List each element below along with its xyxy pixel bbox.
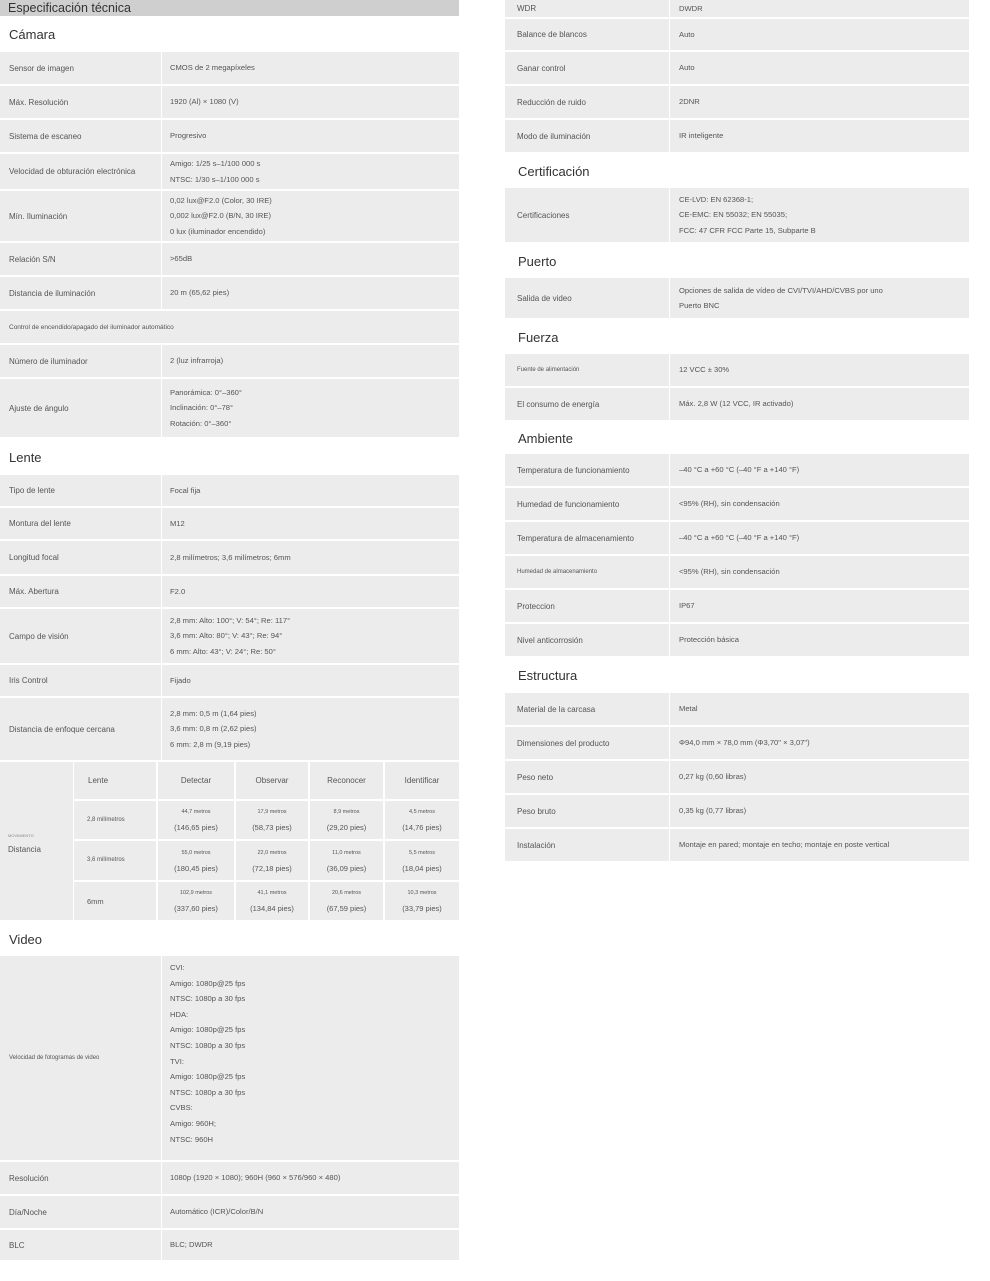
spec-value [670,388,969,420]
spec-row [505,522,969,554]
spec-value-line: Φ94,0 mm × 78,0 mm (Φ3,70" × 3,07") [679,738,810,748]
left-column [0,0,459,1262]
spec-row [0,277,459,309]
spec-row [505,761,969,793]
spec-value-line: Amigo: 1080p@25 fps [170,1072,246,1082]
distance-feet: (134,84 pies) [250,904,294,913]
spec-value-line: Rotación: 0°–360° [170,418,232,428]
spec-value [670,278,969,318]
spec-value [670,829,969,861]
spec-label: Dimensiones del producto [505,727,669,759]
spec-value-line: CE-EMC: EN 55032; EN 55035; [679,210,788,220]
spec-value-line: CVBS: [170,1103,193,1113]
distance-meters: 22,0 metros [257,849,287,856]
spec-value-line: 2,8 mm: Alto: 100°; V: 54°; Re: 117° [170,615,291,625]
spec-label: Certificaciones [505,188,669,242]
spec-label: Longitud focal [0,541,161,574]
spec-label: Distancia de iluminación [0,277,161,309]
spec-label: Temperatura de funcionamiento [505,454,669,486]
spec-row [505,590,969,622]
spec-value-line: CE-LVD: EN 62368-1; [679,194,754,204]
spec-value [162,1230,459,1260]
spec-value-line: IP67 [679,601,695,611]
spec-label: Modo de iluminación [505,120,669,152]
spec-label: Peso neto [505,761,669,793]
spec-label: Humedad de almacenamiento [505,556,669,588]
spec-row [0,52,459,84]
distance-header: Lente [74,762,156,799]
spec-row [0,154,459,189]
spec-value-line: >65dB [170,254,193,264]
spec-value-line: Amigo: 960H; [170,1118,217,1128]
spec-row [0,191,459,241]
distance-cell [385,801,459,839]
distance-label-cell [0,762,73,920]
spec-value-line: Fijado [170,675,191,685]
spec-value-line: 0,35 kg (0,77 libras) [679,806,747,816]
distance-cell [158,841,234,880]
spec-value [670,19,969,50]
spec-value [670,488,969,520]
spec-row [505,488,969,520]
spec-row [0,243,459,275]
spec-row [0,86,459,118]
ambiente-rows [505,454,969,656]
spec-value-line: NTSC: 1080p a 30 fps [170,1087,246,1097]
spec-row [505,727,969,759]
distance-grid [74,762,459,920]
distance-feet: (18,04 pies) [402,863,442,873]
spec-value-line: Protección básica [679,635,739,645]
spec-row [505,454,969,486]
spec-label: Día/Noche [0,1196,161,1228]
distance-meters: 102,9 metros [179,890,213,896]
spec-row [505,388,969,420]
spec-row [505,0,969,17]
spec-label: Nivel anticorrosión [505,624,669,656]
spec-row [505,693,969,725]
spec-value-line: TVI: [170,1056,184,1066]
spec-value [670,354,969,386]
spec-label: Ajuste de ángulo [0,379,161,437]
spec-value [670,693,969,725]
spec-value-line: 2,8 milímetros; 3,6 milímetros; 6mm [170,552,291,562]
spec-label: Distancia de enfoque cercana [0,698,161,760]
distance-feet: (146,65 pies) [174,823,218,832]
distance-feet: (29,20 pies) [326,823,367,832]
spec-value-line: Auto [679,29,695,39]
spec-row [505,120,969,152]
spec-value-line: Metal [679,704,698,714]
spec-value [670,86,969,118]
spec-value-line: Focal fija [170,485,201,495]
spec-value-line: 6 mm: 2,8 m (9,19 pies) [170,739,251,749]
spec-label: Resolución [0,1162,161,1194]
spec-value-line: 12 VCC ± 30% [679,365,730,375]
section-title-puerto: Puerto [518,253,557,269]
spec-label: Balance de blancos [505,19,669,50]
spec-value-line: 3,6 mm: 0,8 m (2,62 pies) [170,724,257,734]
spec-value [162,52,459,84]
top-rows [505,0,969,152]
spec-value [670,188,969,242]
distance-cell [310,841,383,880]
spec-value-line: Montaje en pared; montaje en techo; montaje en poste vertical [679,840,890,850]
spec-value [162,191,459,241]
spec-value-line: 1080p (1920 × 1080); 960H (960 × 576/960 × 480) [170,1173,341,1183]
puerto-rows [505,278,969,318]
spec-value-line: Inclinación: 0°–78° [170,403,234,413]
spec-value [162,956,459,1160]
distance-cell [310,882,383,920]
spec-label: Temperatura de almacenamiento [505,522,669,554]
spec-value-line: 0,002 lux@F2.0 (B/N, 30 IRE) [170,211,271,221]
spec-label: Número de iluminador [0,345,161,377]
spec-value [670,52,969,84]
spec-value-line: FCC: 47 CFR FCC Parte 15, Subparte B [679,225,816,235]
spec-value-line: Amigo: 1/25 s–1/100 000 s [170,159,261,168]
spec-row [0,508,459,539]
distance-feet: (67,59 pies) [326,904,367,913]
spec-row [0,120,459,152]
spec-value [162,609,459,663]
distance-meters: 8,9 metros [333,809,360,815]
lente-rows [0,475,459,760]
spec-value-line: 0,27 kg (0,60 libras) [679,772,747,782]
spec-value [670,522,969,554]
spec-value-line: DWDR [679,3,703,13]
spec-row [0,379,459,437]
distance-header: Observar [236,762,308,799]
spec-value [162,1196,459,1228]
spec-value-line: F2.0 [170,586,186,596]
spec-row [505,556,969,588]
spec-value-line: Progresivo [170,131,207,141]
spec-label: Instalación [505,829,669,861]
spec-value [162,120,459,152]
spec-value-line: HDA: [170,1009,189,1019]
spec-value-line: 1920 (Al) × 1080 (V) [170,97,239,107]
spec-row [0,956,459,1160]
distance-header: Detectar [158,762,234,799]
distance-feet: (14,76 pies) [402,823,442,832]
spec-label: Reducción de ruido [505,86,669,118]
spec-value-line: CVI: [170,963,185,972]
distance-meters: 44,7 metros [181,809,211,815]
spec-label: Peso bruto [505,795,669,827]
spec-value-line: Amigo: 1080p@25 fps [170,1025,246,1035]
distance-meters: 17,9 metros [257,809,287,815]
distance-meters: 4,5 metros [409,809,435,815]
spec-value [162,243,459,275]
distance-cell [385,841,459,880]
distance-lens: 3,6 milímetros [74,841,156,880]
distance-lens: 2,8 milímetros [74,801,156,839]
spec-value-line: 2DNR [679,97,700,107]
distance-table [0,762,459,920]
distance-feet: (33,79 pies) [402,904,442,913]
distance-cell [158,882,234,920]
spec-value [162,154,459,189]
spec-value [670,556,969,588]
distance-cell [236,841,308,880]
spec-row [0,665,459,696]
fuerza-rows [505,354,969,420]
spec-label: Proteccion [505,590,669,622]
distance-cell [236,882,308,920]
spec-value [670,0,969,17]
spec-value [162,1162,459,1194]
spec-value-line: Panorámica: 0°–360° [170,387,242,397]
spec-row [0,576,459,607]
distance-cell [310,801,383,839]
spec-value-line: Auto [679,63,695,73]
distance-small-label: MOVIMIENTO [8,833,34,838]
section-title-certificacion: Certificación [518,163,590,179]
distance-meters: 5,5 metros [409,849,435,856]
spec-row [505,19,969,50]
spec-value-line: IR inteligente [679,131,724,141]
distance-feet: (36,09 pies) [326,863,367,873]
spec-label: Velocidad de fotogramas de video [0,956,161,1160]
distance-meters: 20,6 metros [331,890,362,896]
spec-label: Mín. Iluminación [0,191,161,241]
illuminator-control-row: Control de encendido/apagado del iluminador automático [0,311,459,343]
right-column [505,0,969,863]
spec-value-line: CMOS de 2 megapíxeles [170,63,255,73]
spec-label: Tipo de lente [0,475,161,506]
video-rows [0,956,459,1260]
spec-row [0,475,459,506]
spec-value-line: NTSC: 1080p a 30 fps [170,994,246,1004]
section-title-video: Video [9,931,43,947]
distance-meters: 10,3 metros [407,890,437,896]
spec-value-line: Amigo: 1080p@25 fps [170,978,246,988]
spec-value [670,120,969,152]
spec-value [162,475,459,506]
spec-label: Humedad de funcionamiento [505,488,669,520]
distance-feet: (72,18 pies) [252,863,292,873]
distance-header: Identificar [385,762,459,799]
spec-value [162,379,459,437]
spec-value [162,345,459,377]
spec-row [505,52,969,84]
distance-label: Distancia [8,845,41,854]
spec-value [162,86,459,118]
spec-header: Especificación técnica [0,0,459,16]
spec-value [162,508,459,539]
spec-label: El consumo de energía [505,388,669,420]
spec-label: Salida de video [505,278,669,318]
spec-value-line: NTSC: 1080p a 30 fps [170,1040,246,1050]
spec-value [670,590,969,622]
spec-row [0,1162,459,1194]
distance-feet: (180,45 pies) [174,863,218,873]
spec-label: Máx. Resolución [0,86,161,118]
spec-value-line: 0,02 lux@F2.0 (Color, 30 IRE) [170,195,272,205]
spec-value-line: Puerto BNC [679,301,720,310]
spec-label: Montura del lente [0,508,161,539]
section-title-fuerza: Fuerza [518,329,559,345]
distance-cell [158,801,234,839]
spec-row [0,1230,459,1260]
spec-value-line: NTSC: 1/30 s–1/100 000 s [170,174,260,184]
spec-value [670,761,969,793]
distance-meters: 41,1 metros [257,890,287,896]
section-title-lente: Lente [9,449,42,465]
camara-rows [0,52,459,309]
spec-value [162,698,459,760]
distance-cell [236,801,308,839]
spec-value [670,795,969,827]
spec-row [505,354,969,386]
distance-header: Reconocer [310,762,383,799]
spec-value [670,727,969,759]
estructura-rows [505,693,969,861]
spec-value [162,541,459,574]
spec-value-line: Automático (ICR)/Color/B/N [170,1207,264,1217]
spec-value [670,454,969,486]
distance-cell [385,882,459,920]
certificacion-rows [505,188,969,242]
section-title-estructura: Estructura [518,668,578,683]
spec-label: Máx. Abertura [0,576,161,607]
spec-label: Fuente de alimentación [505,354,669,386]
spec-value [162,277,459,309]
spec-value-line: Opciones de salida de vídeo de CVI/TVI/AHD/CVBS por uno [679,285,883,295]
spec-row [505,188,969,242]
distance-lens: 6mm [74,882,156,920]
spec-row [0,345,459,377]
spec-label: Sensor de imagen [0,52,161,84]
spec-label: Iris Control [0,665,161,696]
spec-value-line: –40 °C a +60 °C (–40 °F a +140 °F) [679,533,800,543]
spec-row [505,795,969,827]
distance-meters: 55,0 metros [181,849,211,856]
spec-value-line: 20 m (65,62 pies) [170,288,230,298]
spec-row [505,86,969,118]
spec-value-line: 3,6 mm: Alto: 80°; V: 43°; Re: 94° [170,631,283,641]
section-title-camara: Cámara [9,26,56,42]
distance-meters: 11,0 metros [332,849,361,856]
spec-value-line: 0 lux (iluminador encendido) [170,226,266,236]
section-title-ambiente: Ambiente [518,430,573,446]
spec-row [0,609,459,663]
spec-label: Material de la carcasa [505,693,669,725]
spec-row [0,698,459,760]
spec-label: Campo de visión [0,609,161,663]
spec-value [162,665,459,696]
spec-row [505,829,969,861]
spec-value-line: M12 [170,518,185,528]
spec-value-line: <95% (RH), sin condensación [679,567,780,577]
distance-feet: (58,73 pies) [252,823,292,832]
spec-label: Relación S/N [0,243,161,275]
spec-label: Sistema de escaneo [0,120,161,152]
spec-value-line: 6 mm: Alto: 43°; V: 24°; Re: 50° [170,646,276,656]
spec-value-line: Máx. 2,8 W (12 VCC, IR activado) [679,399,794,409]
spec-label: Velocidad de obturación electrónica [0,154,161,189]
spec-value-line: –40 °C a +60 °C (–40 °F a +140 °F) [679,465,800,475]
spec-value-line: 2,8 mm: 0,5 m (1,64 pies) [170,708,257,718]
distance-feet: (337,60 pies) [174,904,218,913]
camara-rows-2 [0,345,459,437]
spec-label: WDR [505,0,669,17]
spec-label: Ganar control [505,52,669,84]
spec-row [505,624,969,656]
spec-row [0,1196,459,1228]
spec-label: BLC [0,1230,161,1260]
spec-value-line: <95% (RH), sin condensación [679,499,780,509]
spec-row [0,541,459,574]
spec-row [505,278,969,318]
spec-value [162,576,459,607]
spec-value-line: NTSC: 960H [170,1134,214,1144]
spec-value-line: 2 (luz infrarroja) [170,356,224,366]
spec-value-line: BLC; DWDR [170,1240,213,1250]
spec-value [670,624,969,656]
